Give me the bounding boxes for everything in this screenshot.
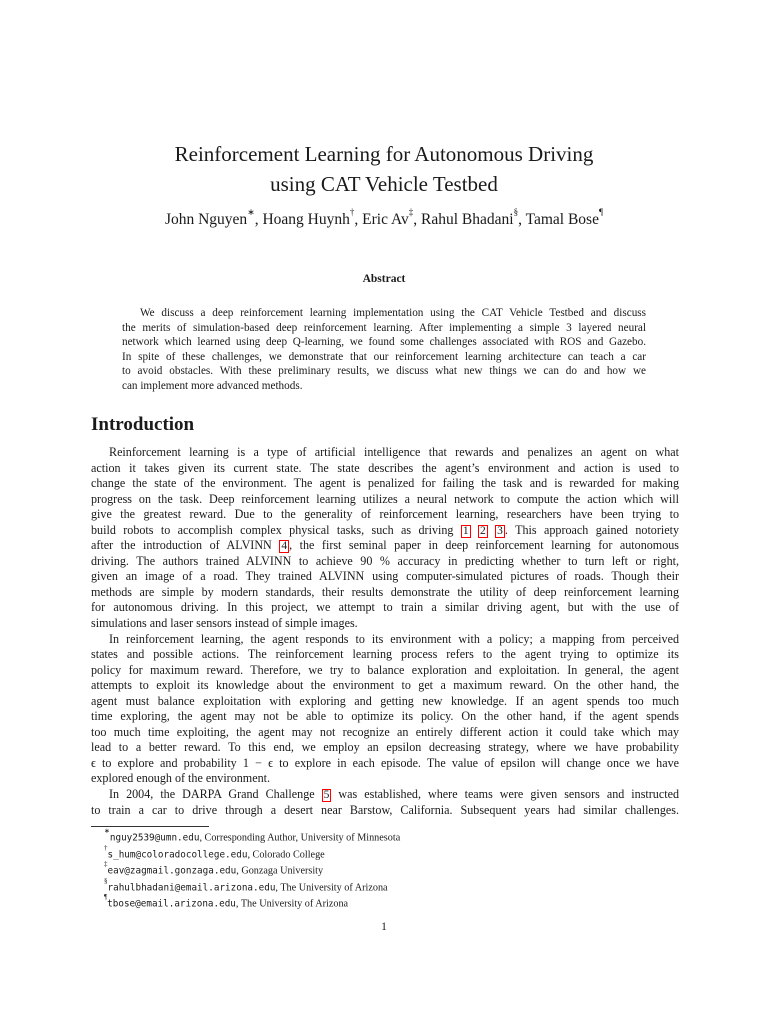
citation-link[interactable]: 3 bbox=[497, 524, 503, 537]
section-heading-introduction: Introduction bbox=[91, 414, 195, 435]
paper-title-line-1: Reinforcement Learning for Autonomous Driving bbox=[174, 142, 594, 166]
citation-link[interactable]: 1 bbox=[462, 524, 469, 537]
body-text: was established, where teams were given sensors and instructed bbox=[338, 787, 679, 802]
introduction-body bbox=[91, 445, 679, 818]
author-mark: ‡ bbox=[408, 207, 414, 217]
footnote-mark: † bbox=[104, 843, 108, 852]
body-line: give the greatest reward. Due to the generality of reinforcement learning, researchers have been trying to bbox=[91, 507, 679, 522]
footnote-email[interactable]: s_hum@coloradocollege.edu bbox=[107, 848, 248, 860]
author-separator: , bbox=[518, 211, 526, 229]
footnote bbox=[104, 828, 664, 845]
abstract-body bbox=[122, 306, 646, 393]
body-line: attempts to exploit its knowledge about the environment to get a maximum reward. On the other hand, the bbox=[91, 678, 679, 693]
footnote-mark: ‡ bbox=[104, 860, 108, 869]
body-text: . This approach gained notoriety bbox=[504, 522, 680, 537]
author-name: Rahul Bhadani bbox=[421, 211, 514, 229]
body-line: simulations and laser sensors instead of simple images. bbox=[91, 616, 358, 631]
body-line: explored enough of the environment. bbox=[91, 771, 271, 786]
footnote-email[interactable]: eav@zagmail.gonzaga.edu bbox=[107, 865, 237, 877]
footnote-email[interactable]: tbose@email.arizona.edu bbox=[107, 898, 236, 910]
footnote-mark: ¶ bbox=[104, 893, 108, 902]
author-mark: ∗ bbox=[247, 207, 255, 217]
body-line: agent must balance exploitation with exploring and getting new knowledge. If an agent spends too much bbox=[91, 693, 679, 708]
footnote-mark: § bbox=[104, 876, 108, 885]
paper-title-line-2: using CAT Vehicle Testbed bbox=[270, 172, 498, 196]
footnote-text: , The University of Arizona bbox=[235, 898, 349, 910]
author-name: Tamal Bose bbox=[525, 211, 599, 229]
body-line: progress on the task. Deep reinforcement learning utilizes a neural network to compute the action which will bbox=[91, 491, 679, 506]
abstract-line: network which learned using deep Q-learning, we found some challenges associated with ROS and Gazebo. bbox=[122, 336, 646, 348]
citation-link[interactable]: 4 bbox=[281, 540, 288, 553]
body-line: In reinforcement learning, the agent responds to its environment with a policy; a mapping from perceived bbox=[109, 631, 679, 646]
body-line: states and possible actions. The reinforcement learning process refers to the agent trying to optimize its bbox=[91, 647, 679, 662]
body-line: Reinforcement learning is a type of artificial intelligence that rewards and penalizes an agent on what bbox=[109, 445, 679, 459]
page-number: 1 bbox=[381, 921, 387, 933]
footnote-email[interactable]: nguy2539@umn.edu bbox=[109, 832, 200, 844]
body-line: given an image of a road. They trained ALVINN using computer-simulated pictures of roads. Though their bbox=[91, 569, 679, 584]
author-name: John Nguyen bbox=[164, 211, 248, 229]
footnote bbox=[104, 845, 664, 862]
abstract-line: the merits of simulation-based deep reinforcement learning. After implementing a simple 3 layered neural bbox=[122, 321, 646, 334]
author-mark: ¶ bbox=[598, 207, 604, 217]
body-line: driving. The authors trained ALVINN to achieve 90 % accuracy in predicting whether to turn left or right, bbox=[91, 553, 679, 568]
footnote-text: , Colorado College bbox=[247, 848, 325, 860]
footnote-email[interactable]: rahulbhadani@email.arizona.edu bbox=[107, 882, 276, 894]
author-mark: † bbox=[349, 207, 355, 217]
body-line: too much time exploiting, the agent may not recognize an entirely different action it could take which may bbox=[91, 724, 679, 739]
footnote-mark: ∗ bbox=[104, 827, 110, 835]
body-line: action it takes given its current state. The state describes the agent’s environment and action is used to bbox=[91, 460, 679, 475]
body-line bbox=[91, 787, 679, 803]
abstract-heading: Abstract bbox=[362, 273, 406, 285]
citation-link[interactable]: 2 bbox=[480, 524, 486, 537]
footnote bbox=[104, 894, 664, 911]
footnote bbox=[104, 861, 664, 878]
author-name: Eric Av bbox=[362, 211, 409, 229]
footnote-text: , The University of Arizona bbox=[275, 882, 388, 894]
author-separator: , bbox=[254, 211, 263, 229]
body-text: build robots to accomplish complex physical tasks, such as driving bbox=[91, 522, 454, 537]
abstract-line: to avoid obstacles. With these preliminary results, we discuss what new things we can do and how we bbox=[122, 365, 646, 377]
author-separator: , bbox=[354, 211, 363, 229]
footnotes bbox=[104, 828, 664, 911]
citation-link[interactable]: 5 bbox=[323, 789, 330, 802]
body-line: to train a car to drive through a desert near Barstow, California. Subsequent years had similar challenges. bbox=[91, 802, 679, 817]
abstract-line: can implement more advanced methods. bbox=[122, 379, 303, 392]
body-text: , the first seminal paper in deep reinforcement learning for autonomous bbox=[289, 538, 679, 553]
body-text: after the introduction of ALVINN bbox=[91, 538, 272, 553]
abstract-line: We discuss a deep reinforcement learning implementation using the CAT Vehicle Testbed and discuss bbox=[140, 307, 646, 319]
body-text: In 2004, the DARPA Grand Challenge bbox=[109, 787, 315, 802]
footnote bbox=[104, 878, 664, 895]
body-line bbox=[91, 523, 679, 539]
author-name: Hoang Huynh bbox=[262, 211, 350, 229]
footnote-text: , Corresponding Author, University of Minnesota bbox=[199, 832, 401, 844]
body-line: ϵ to explore and probability 1 − ϵ to explore in each episode. The value of epsilon will change once we have bbox=[91, 755, 679, 770]
author-list bbox=[0, 207, 768, 229]
author-mark: § bbox=[513, 207, 519, 217]
abstract-line: In spite of these challenges, we demonstrate that our reinforcement learning architecture can teach a car bbox=[122, 350, 646, 363]
body-line: lead to a better reward. To this end, we employ an epsilon decreasing strategy, where we have probability bbox=[91, 740, 679, 755]
body-line: change the state of the environment. The agent is penalized for failing the task and is rewarded for making bbox=[91, 476, 679, 491]
body-line: time exploring, the agent may not be able to optimize its policy. On the other hand, if the agent spends bbox=[91, 709, 679, 724]
author-separator: , bbox=[413, 211, 422, 229]
body-line: for autonomous driving. In this project, we attempt to train a similar driving agent, but with the use of bbox=[91, 600, 679, 615]
footnote-text: , Gonzaga University bbox=[236, 865, 324, 877]
body-line: methods are simple by modern standards, their results demonstrate the utility of deep reinforcement learning bbox=[91, 584, 679, 599]
body-line bbox=[91, 538, 679, 554]
body-line: policy for maximum reward. Therefore, we try to balance exploration and exploitation. In general, the agent bbox=[91, 662, 679, 677]
